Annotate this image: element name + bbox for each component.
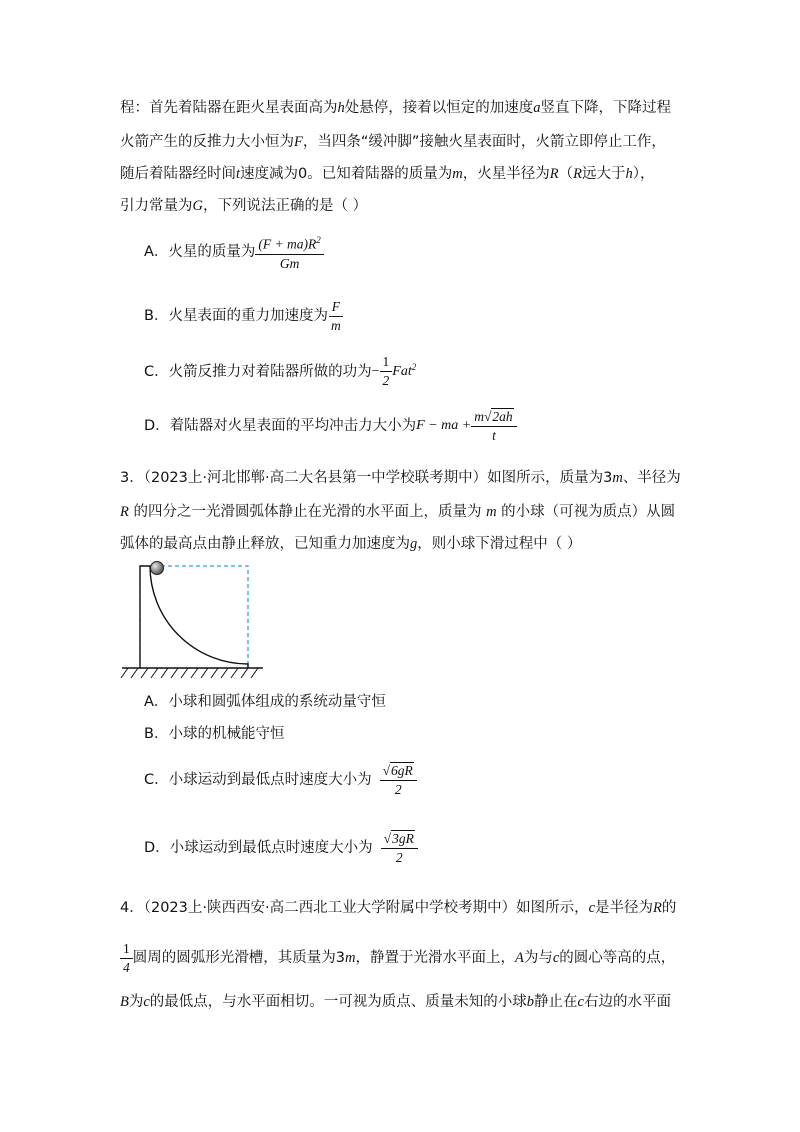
q3-option-d: D．小球运动到最低点时速度大小为 $\frac{√3gR}{2}$ — [144, 826, 418, 870]
q3-option-c: C．小球运动到最低点时速度大小为 $\frac{√6gR}{2}$ — [144, 758, 417, 802]
ground-hatching — [121, 668, 258, 678]
fraction: $\frac{√3gR}{2}$ — [381, 830, 418, 866]
fraction: $\frac{1}{2}$ — [380, 354, 393, 389]
q3-option-a: A．小球和圆弧体组成的系统动量守恒 — [144, 694, 386, 710]
quarter-arc-diagram — [118, 560, 268, 682]
q4-stem-line-3: B为c的最低点，与水平面相切。一可视为质点、质量未知的小球b静止在c右边的水平面 — [120, 994, 671, 1010]
q4-stem-line-1: 4．（2023上·陕西西安·高二西北工业大学附属中学校考期中）如图所示，c是半径为R的 — [120, 900, 677, 916]
q2-stem-line-2: 火箭产生的反推力大小恒为F，当四条“缓冲脚”接触火星表面时，火箭立即停止工作， — [120, 134, 666, 150]
arc-body — [140, 566, 248, 668]
fraction: $\frac{√6gR}{2}$ — [380, 762, 417, 798]
fraction: $\frac{1}{4}$ — [120, 941, 133, 976]
q2-stem-line-4: 引力常量为G，下列说法正确的是（ ） — [120, 198, 368, 214]
q3-stem-line-2: R 的四分之一光滑圆弧体静止在光滑的水平面上，质量为 m 的小球（可视为质点）从圆 — [120, 504, 676, 520]
q3-stem-line-3: 弧体的最高点由静止释放，已知重力加速度为g，则小球下滑过程中（ ） — [120, 536, 582, 552]
q2-stem-line-1: 程：首先着陆器在距火星表面高为h处悬停，接着以恒定的加速度a竖直下降，下降过程 — [120, 100, 671, 116]
q3-stem-line-1: 3．（2023上·河北邯郸·高二大名县第一中学校联考期中）如图所示，质量为3m、半径为 — [120, 470, 681, 486]
q2-option-b: B．火星表面的重力加速度为 $\frac{F}{m}$ — [144, 296, 344, 336]
q3-option-b: B．小球的机械能守恒 — [144, 726, 285, 742]
fraction: $\frac{(F + ma)R^2}{Gm}$ — [255, 232, 323, 272]
fraction: $\frac{m√2ah}{t}$ — [471, 408, 516, 444]
q2-option-c: C．火箭反推力对着陆器所做的功为− $\frac{1}{2}$ Fat$^2$ — [144, 354, 417, 389]
q4-stem-line-2: $\frac{1}{4}$ 圆周的圆弧形光滑槽，其质量为3m，静置于光滑水平面上，A为与c的圆心等高的点， — [120, 938, 675, 978]
q2-option-a: A．火星的质量为 $\frac{(F + ma)R^2}{Gm}$ — [144, 232, 324, 272]
ball — [151, 562, 164, 575]
q2-option-d: D．着陆器对火星表面的平均冲击力大小为F − ma + $\frac{m√2ah}{t}$ — [144, 406, 517, 446]
fraction: $\frac{F}{m}$ — [328, 299, 344, 334]
q2-stem-line-3: 随后着陆器经时间t速度减为0。已知着陆器的质量为m，火星半径为R（R远大于h）， — [120, 166, 655, 182]
